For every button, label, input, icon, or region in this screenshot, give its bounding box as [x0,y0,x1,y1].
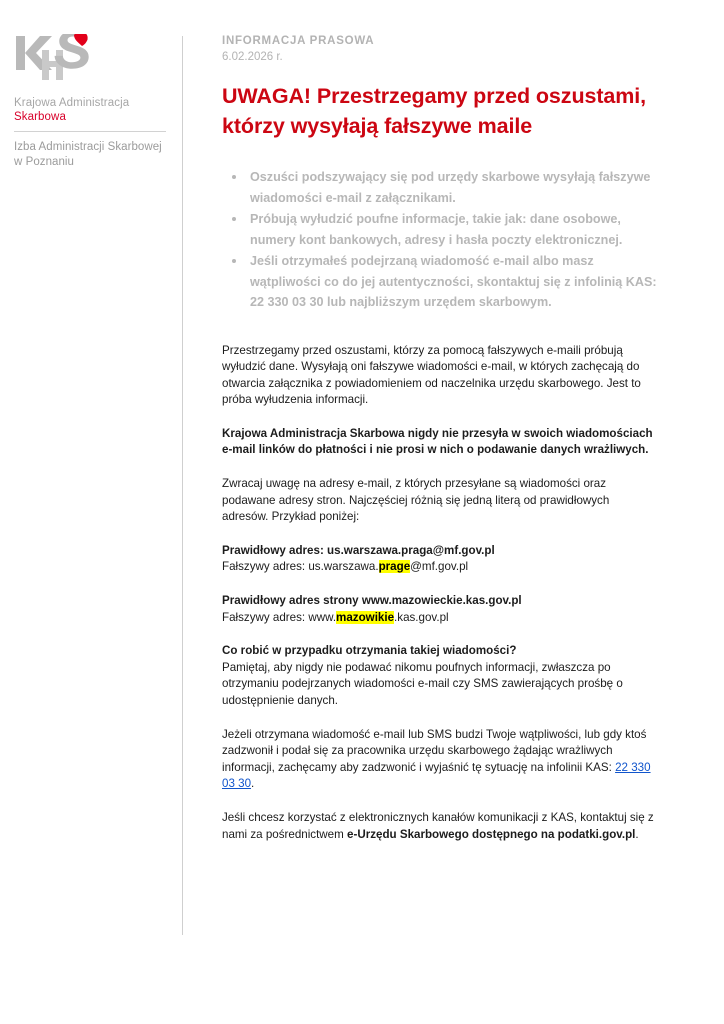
example-email-false-suffix: @mf.gov.pl [410,560,469,574]
paragraph-closing [222,810,658,843]
closing-bold-part: e-Urzędu Skarbowego dostępnego na podatki.gov.pl [347,827,636,841]
hotline-text-before: Jeżeli otrzymana wiadomość e-mail lub SMS budzi Twoje wątpliwości, lub gdy ktoś zadzwonił i podał się za pracownika urzędu skarbowego żądając wrażliwych informacji, zachęcamy aby zadzwonić i wyjaśnić tę sytuację na infolinii KAS: [222,727,647,774]
example-website-false [222,610,658,627]
example-website-addresses [222,593,658,626]
sidebar [14,34,172,170]
vertical-divider [182,36,183,935]
example-website-correct [222,593,658,610]
paragraph-intro: Przestrzegamy przed oszustami, którzy za pomocą fałszywych e-maili próbują wyłudzić dane. Wysyłają oni fałszywe wiadomości e-mail, w których zachęcają do otwarcia załącznika z powiadomieniem od naczelnika urzędu skarbowego. Jest to próba wyłudzenia informacji. [222,343,641,407]
main-content [222,34,658,860]
example-website-false-label: Fałszywy adres: [222,610,306,624]
lead-bullet-list [222,167,658,313]
example-website-false-suffix: .kas.gov.pl [394,610,449,624]
closing-text-after: . [635,827,639,841]
example-email-addresses [222,543,658,576]
example-email-false-prefix: us.warszawa. [308,560,379,574]
list-item: Próbują wyłudzić poufne informacje, takie jak: dane osobowe, numery kont bankowych, adresy i hasła poczty elektronicznej. [248,209,658,250]
example-email-false-highlight: prage [378,560,411,574]
hotline-phone-link[interactable]: 22 330 03 30 [222,760,651,791]
example-website-false-prefix: www. [308,610,337,624]
example-website-false-highlight: mazowikie [336,610,395,624]
example-website-correct-label: Prawidłowy adres strony [222,594,359,608]
list-item: Jeśli otrzymałeś podejrzaną wiadomość e-mail albo masz wątpliwości co do jej autentyczności, skontaktuj się z infolinią KAS: 22 330 03 30 lub najbliższym urzędem skarbowym. [248,251,658,313]
example-email-correct [222,543,658,560]
publication-date: 6.02.2026 r. [222,51,283,63]
example-website-correct-value: www.mazowieckie.kas.gov.pl [361,594,522,608]
example-email-correct-label: Prawidłowy adres: [222,543,324,557]
list-item: Oszuści podszywający się pod urzędy skarbowe wysyłają fałszywe wiadomości e-mail z załącznikami. [248,167,658,208]
example-email-false [222,559,658,576]
howto-heading: Co robić w przypadku otrzymania takiej wiadomości? [222,644,517,658]
office-name [14,140,172,170]
hotline-text-after: . [251,777,255,791]
org-name-line-2: Skarbowa [14,111,66,123]
paragraph-address-advice: Zwracaj uwagę na adresy e-mail, z których przesyłane są wiadomości oraz podawane adresy stron. Najczęściej różnią się jedną literą od prawidłowych adresów. Przykład poniżej: [222,477,610,524]
office-name-line-2: w Poznaniu [14,156,74,168]
howto-section [222,643,658,709]
org-name-line-1: Krajowa Administracja [14,97,130,109]
paragraph-warning-bold: Krajowa Administracja Skarbowa nigdy nie przesyła w swoich wiadomościach e-mail linków do płatności i nie prosi w nich o podawanie danych wrażliwych. [222,426,653,457]
kicker-label: INFORMACJA PRASOWA [222,35,375,47]
howto-text: Pamiętaj, aby nigdy nie podawać nikomu poufnych informacji, zwłaszcza po otrzymaniu podejrzanych wiadomości e-mail czy SMS zawierających prośbę o udostępnienie danych. [222,660,623,707]
example-email-correct-value: us.warszawa.praga@mf.gov.pl [327,543,495,557]
closing-text-before: Jeśli chcesz korzystać z elektronicznych kanałów komunikacji z KAS, kontaktuj się z nami za pośrednictwem [222,810,654,841]
paragraph-hotline [222,727,658,793]
office-name-line-1: Izba Administracji Skarbowej [14,141,162,153]
sidebar-divider [14,131,166,132]
kas-logo-icon [14,34,106,86]
example-email-false-label: Fałszywy adres: [222,560,306,574]
page-title: UWAGA! Przestrzegamy przed oszustami, którzy wysyłają fałszywe maile [222,84,647,138]
